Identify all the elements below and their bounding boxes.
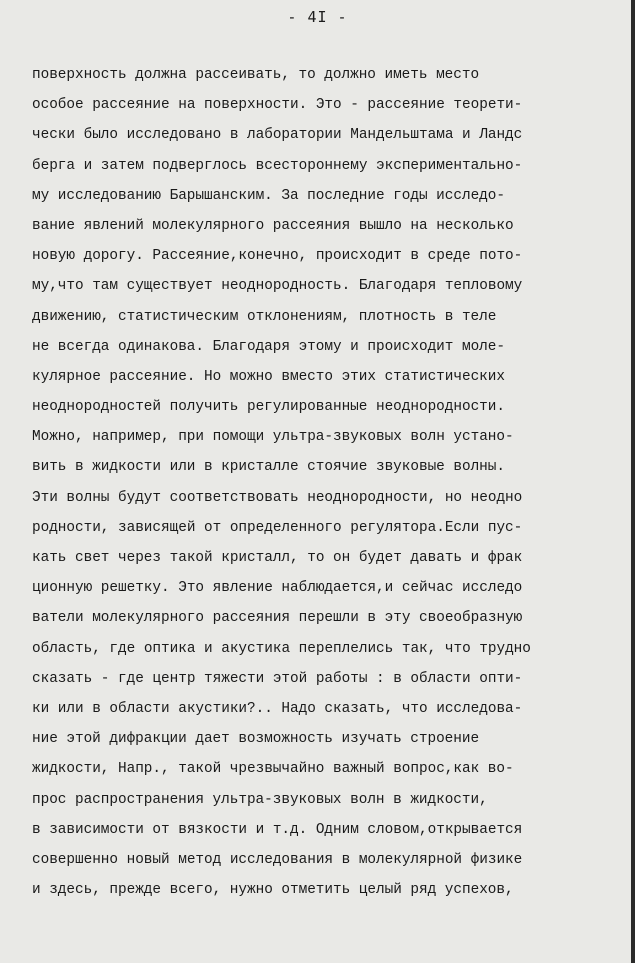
text-line: особое рассеяние на поверхности. Это - рассеяние теорети- — [32, 97, 523, 114]
text-line: движению, статистическим отклонениям, плотность в теле — [32, 308, 497, 325]
text-line: му,что там существует неоднородность. Благодаря тепловому — [32, 278, 523, 295]
text-line: вить в жидкости или в кристалле стоячие звуковые волны. — [32, 459, 505, 476]
text-line: в зависимости от вязкости и т.д. Одним словом,открывается — [32, 821, 523, 838]
typed-text-body — [32, 60, 632, 905]
text-line: не всегда одинакова. Благодаря этому и происходит моле- — [32, 338, 505, 355]
text-line: ватели молекулярного рассеяния перешли в эту своеобразную — [32, 610, 523, 627]
text-line: чески было исследовано в лаборатории Мандельштама и Ландс — [32, 127, 523, 144]
text-line: му исследованию Барышанским. За последние годы исследо- — [32, 187, 505, 204]
page-edge-shadow — [631, 0, 635, 963]
text-line: область, где оптика и акустика переплелись так, что трудно — [32, 640, 531, 657]
text-line: и здесь, прежде всего, нужно отметить целый ряд успехов, — [32, 882, 514, 899]
text-line: неоднородностей получить регулированные неоднородности. — [32, 399, 505, 416]
text-line: Эти волны будут соответствовать неоднородности, но неодно — [32, 489, 523, 506]
text-line: новую дорогу. Рассеяние,конечно, происходит в среде пото- — [32, 248, 523, 265]
text-line: прос распространения ультра-звуковых волн в жидкости, — [32, 791, 488, 808]
text-line: сказать - где центр тяжести этой работы : в области опти- — [32, 670, 523, 687]
text-line: ние этой дифракции дает возможность изучать строение — [32, 731, 480, 748]
text-line: кать свет через такой кристалл, то он будет давать и фрак — [32, 550, 523, 566]
text-line: жидкости, Напр., такой чрезвычайно важный вопрос,как во- — [32, 761, 514, 778]
page-number: - 4I - — [287, 8, 348, 26]
text-line: поверхность должна рассеивать, то должно иметь место — [32, 67, 480, 83]
text-line: кулярное рассеяние. Но можно вместо этих статистических — [32, 368, 505, 385]
text-line: ционную решетку. Это явление наблюдается,и сейчас исследо — [32, 580, 523, 597]
text-line: вание явлений молекулярного рассеяния вышло на несколько — [32, 217, 514, 234]
text-line: берга и затем подверглось всестороннему экспериментально- — [32, 157, 523, 174]
text-line: ки или в области акустики?.. Надо сказать, что исследова- — [32, 700, 523, 717]
text-line: Можно, например, при помощи ультра-звуковых волн устано- — [32, 429, 514, 446]
text-line: родности, зависящей от определенного регулятора.Если пус- — [32, 519, 523, 536]
text-line: совершенно новый метод исследования в молекулярной физике — [32, 851, 523, 868]
